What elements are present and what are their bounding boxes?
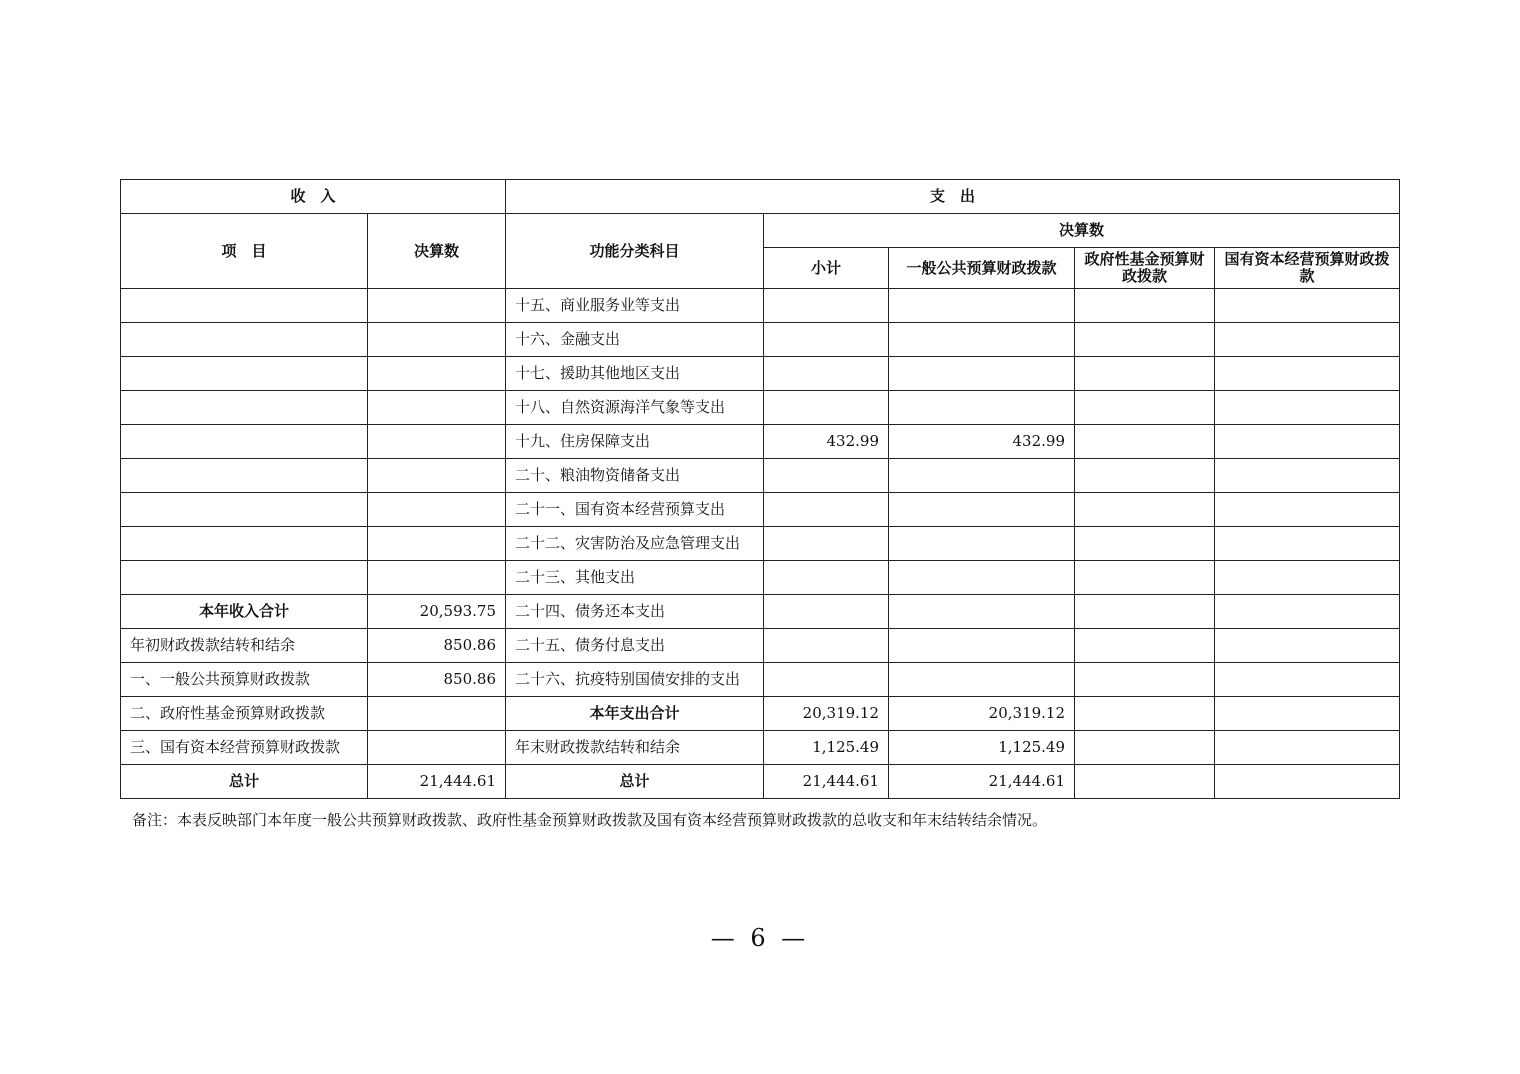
expense-item-cell: 总计	[506, 765, 764, 799]
gov-fund-cell	[1075, 561, 1215, 595]
income-item-cell	[121, 561, 368, 595]
state-capital-cell	[1215, 493, 1400, 527]
income-amount-cell: 21,444.61	[368, 765, 506, 799]
gov-fund-cell	[1075, 629, 1215, 663]
income-amount-cell	[368, 425, 506, 459]
expense-item-cell: 十九、住房保障支出	[506, 425, 764, 459]
expense-item-cell: 十六、金融支出	[506, 323, 764, 357]
gov-fund-cell	[1075, 765, 1215, 799]
subtotal-cell	[764, 595, 889, 629]
general-public-cell	[889, 459, 1075, 493]
income-item-cell: 三、国有资本经营预算财政拨款	[121, 731, 368, 765]
general-public-cell: 432.99	[889, 425, 1075, 459]
state-capital-cell	[1215, 425, 1400, 459]
table-note: 备注：本表反映部门本年度一般公共预算财政拨款、政府性基金预算财政拨款及国有资本经营预算财政拨款的总收支和年末结转结余情况。	[132, 811, 1048, 829]
income-item-cell: 本年收入合计	[121, 595, 368, 629]
subtotal-cell	[764, 459, 889, 493]
general-public-cell	[889, 561, 1075, 595]
expense-item-cell: 本年支出合计	[506, 697, 764, 731]
income-item-cell	[121, 527, 368, 561]
general-public-cell	[889, 289, 1075, 323]
state-capital-cell	[1215, 323, 1400, 357]
table-row	[121, 561, 1400, 595]
gov-fund-cell	[1075, 425, 1215, 459]
table-row	[121, 391, 1400, 425]
income-amount-cell	[368, 459, 506, 493]
general-public-cell	[889, 663, 1075, 697]
general-public-cell	[889, 391, 1075, 425]
subtotal-cell	[764, 561, 889, 595]
income-amount-cell	[368, 527, 506, 561]
expense-item-cell: 二十一、国有资本经营预算支出	[506, 493, 764, 527]
subtotal-cell	[764, 493, 889, 527]
gov-fund-cell	[1075, 493, 1215, 527]
state-capital-cell	[1215, 289, 1400, 323]
gov-fund-cell	[1075, 289, 1215, 323]
item-header: 项 目	[121, 214, 368, 289]
gov-fund-cell	[1075, 663, 1215, 697]
income-amount-cell	[368, 561, 506, 595]
income-amount-cell	[368, 731, 506, 765]
general-public-cell	[889, 595, 1075, 629]
subtotal-cell	[764, 391, 889, 425]
gov-fund-cell	[1075, 595, 1215, 629]
table-row	[121, 323, 1400, 357]
expense-item-cell: 二十五、债务付息支出	[506, 629, 764, 663]
general-public-cell: 20,319.12	[889, 697, 1075, 731]
state-capital-cell	[1215, 663, 1400, 697]
header-row-2	[121, 214, 1400, 248]
expense-header: 支 出	[506, 180, 1400, 214]
page-number: — 6 —	[710, 924, 810, 952]
income-item-cell: 年初财政拨款结转和结余	[121, 629, 368, 663]
general-public-cell	[889, 493, 1075, 527]
table-row	[121, 731, 1400, 765]
table-row	[121, 595, 1400, 629]
subtotal-cell	[764, 357, 889, 391]
income-amount-cell: 850.86	[368, 663, 506, 697]
subtotal-cell	[764, 289, 889, 323]
subtotal-cell: 20,319.12	[764, 697, 889, 731]
general-public-cell: 21,444.61	[889, 765, 1075, 799]
table-row	[121, 493, 1400, 527]
final-amount-header: 决算数	[764, 214, 1400, 248]
income-header: 收 入	[121, 180, 506, 214]
expense-item-cell: 十五、商业服务业等支出	[506, 289, 764, 323]
state-capital-cell	[1215, 765, 1400, 799]
subtotal-header: 小计	[764, 248, 889, 289]
header-row-1	[121, 180, 1400, 214]
income-item-cell: 一、一般公共预算财政拨款	[121, 663, 368, 697]
income-amount-cell	[368, 697, 506, 731]
income-item-cell	[121, 391, 368, 425]
table-row	[121, 765, 1400, 799]
subtotal-cell: 1,125.49	[764, 731, 889, 765]
state-capital-cell	[1215, 629, 1400, 663]
state-capital-cell	[1215, 731, 1400, 765]
expense-item-cell: 十七、援助其他地区支出	[506, 357, 764, 391]
gov-fund-cell	[1075, 527, 1215, 561]
state-capital-cell	[1215, 459, 1400, 493]
general-public-cell	[889, 629, 1075, 663]
income-amount-cell	[368, 323, 506, 357]
subtotal-cell	[764, 527, 889, 561]
amount-header: 决算数	[368, 214, 506, 289]
expense-item-cell: 十八、自然资源海洋气象等支出	[506, 391, 764, 425]
expense-item-cell: 年末财政拨款结转和结余	[506, 731, 764, 765]
table-row	[121, 459, 1400, 493]
state-capital-cell	[1215, 595, 1400, 629]
state-capital-cell	[1215, 391, 1400, 425]
income-item-cell: 二、政府性基金预算财政拨款	[121, 697, 368, 731]
subtotal-cell	[764, 323, 889, 357]
income-item-cell	[121, 289, 368, 323]
subtotal-cell	[764, 663, 889, 697]
income-item-cell: 总计	[121, 765, 368, 799]
gov-fund-header: 政府性基金预算财政拨款	[1075, 248, 1215, 289]
income-amount-cell	[368, 289, 506, 323]
table-row	[121, 425, 1400, 459]
table-row	[121, 697, 1400, 731]
table-row	[121, 629, 1400, 663]
income-amount-cell	[368, 493, 506, 527]
table-row	[121, 357, 1400, 391]
table-row	[121, 527, 1400, 561]
expense-item-cell: 二十三、其他支出	[506, 561, 764, 595]
income-amount-cell: 20,593.75	[368, 595, 506, 629]
subtotal-cell: 21,444.61	[764, 765, 889, 799]
gov-fund-cell	[1075, 459, 1215, 493]
subtotal-cell: 432.99	[764, 425, 889, 459]
income-amount-cell: 850.86	[368, 629, 506, 663]
expense-item-cell: 二十六、抗疫特别国债安排的支出	[506, 663, 764, 697]
state-capital-cell	[1215, 561, 1400, 595]
state-capital-header: 国有资本经营预算财政拨款	[1215, 248, 1400, 289]
gov-fund-cell	[1075, 323, 1215, 357]
budget-table	[120, 179, 1400, 799]
income-amount-cell	[368, 391, 506, 425]
gov-fund-cell	[1075, 697, 1215, 731]
general-public-cell: 1,125.49	[889, 731, 1075, 765]
state-capital-cell	[1215, 697, 1400, 731]
table-row	[121, 289, 1400, 323]
state-capital-cell	[1215, 357, 1400, 391]
gov-fund-cell	[1075, 357, 1215, 391]
expense-item-cell: 二十四、债务还本支出	[506, 595, 764, 629]
income-item-cell	[121, 493, 368, 527]
income-item-cell	[121, 323, 368, 357]
income-item-cell	[121, 459, 368, 493]
expense-item-cell: 二十、粮油物资储备支出	[506, 459, 764, 493]
general-public-cell	[889, 357, 1075, 391]
income-amount-cell	[368, 357, 506, 391]
income-item-cell	[121, 357, 368, 391]
function-class-header: 功能分类科目	[506, 214, 764, 289]
subtotal-cell	[764, 629, 889, 663]
general-public-header: 一般公共预算财政拨款	[889, 248, 1075, 289]
gov-fund-cell	[1075, 731, 1215, 765]
general-public-cell	[889, 527, 1075, 561]
table-row	[121, 663, 1400, 697]
state-capital-cell	[1215, 527, 1400, 561]
general-public-cell	[889, 323, 1075, 357]
income-item-cell	[121, 425, 368, 459]
expense-item-cell: 二十二、灾害防治及应急管理支出	[506, 527, 764, 561]
gov-fund-cell	[1075, 391, 1215, 425]
